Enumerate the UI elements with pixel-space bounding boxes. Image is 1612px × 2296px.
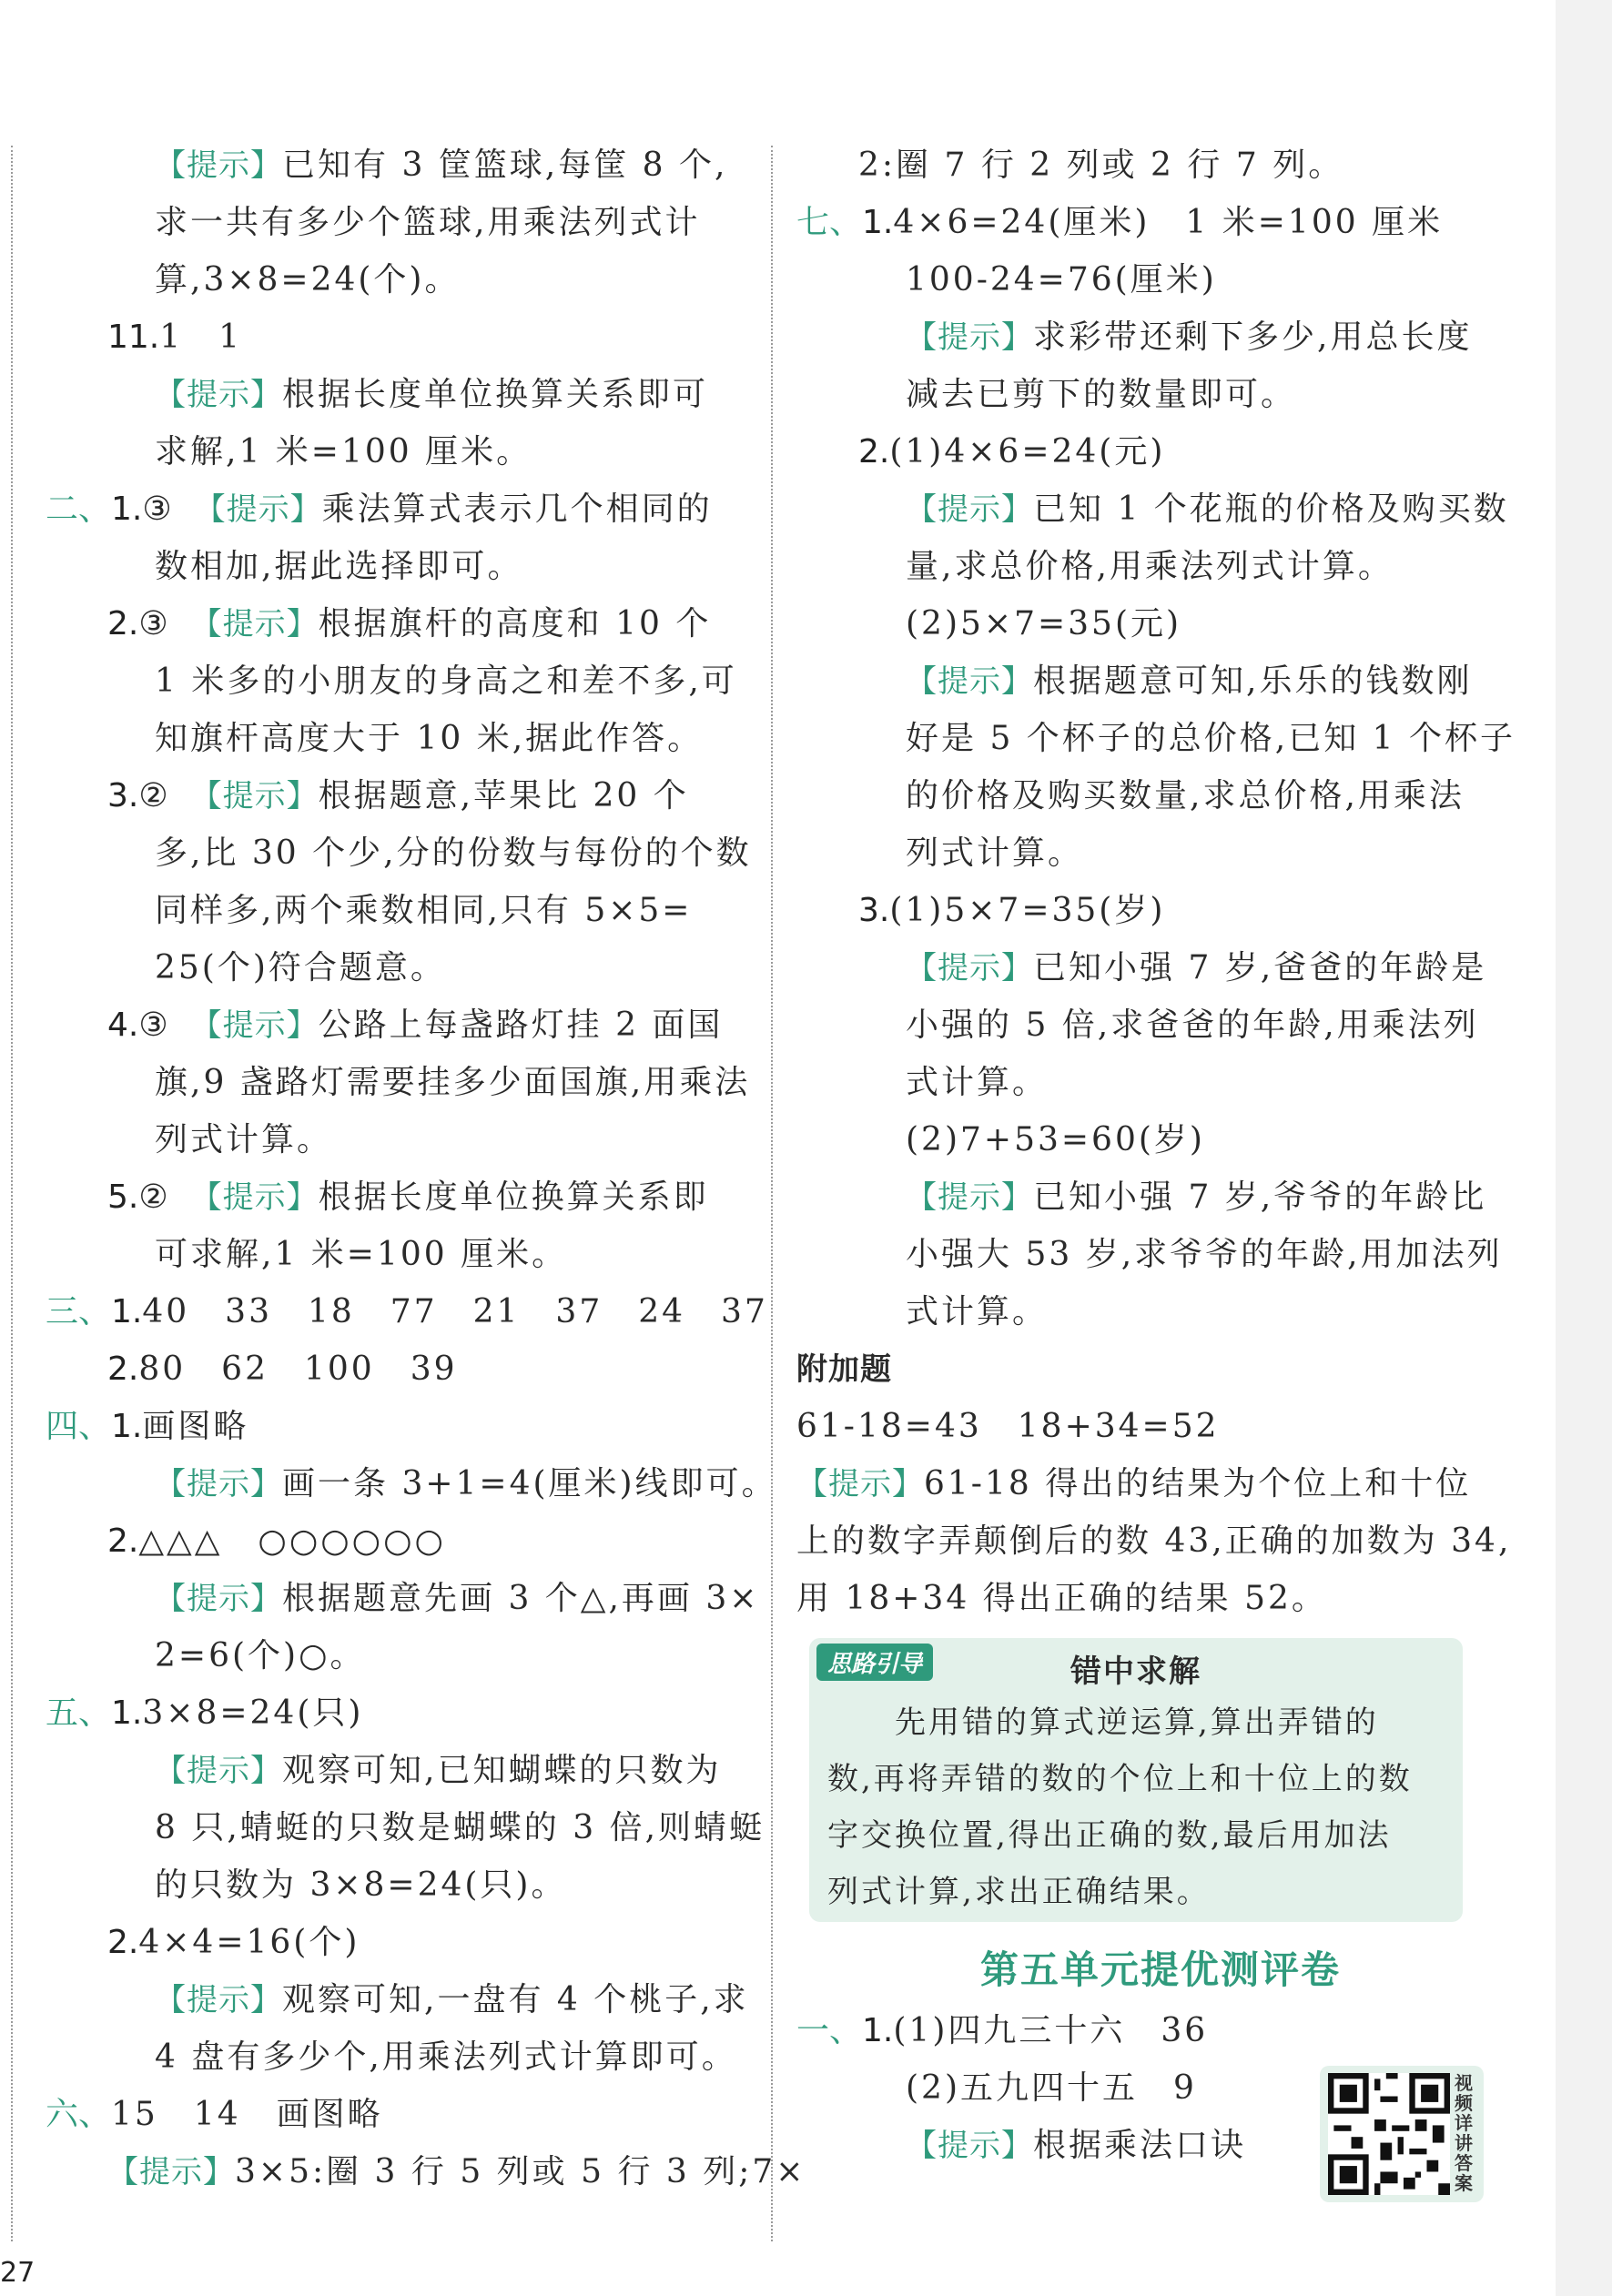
answer-text: 求解,1 米=100 厘米。 [155, 433, 532, 470]
answer-line [46, 1856, 746, 1914]
hint-label: 【提示】 [906, 319, 1033, 356]
answer-text: 根据旗杆的高度和 10 个 [318, 605, 712, 642]
answer-line [46, 1340, 746, 1398]
hint-label: 【提示】 [206, 606, 319, 642]
answer-line [796, 1570, 1525, 1627]
hint-label: 【提示】 [155, 1982, 282, 2018]
answer-text: ③ [138, 605, 207, 642]
answer-text: (1)4×6=24(元) [889, 433, 1166, 470]
answer-text: 算,3×8=24(个)。 [155, 261, 461, 298]
answer-text: 15 14 画图略 [111, 2096, 383, 2133]
guide-text [809, 1694, 1463, 1920]
answer-text: 数相加,据此选择即可。 [155, 548, 523, 585]
unit-title: 第五单元提优测评卷 [979, 1947, 1341, 1992]
answer-line [46, 1914, 746, 1971]
answer-line [796, 1111, 1525, 1168]
section-number: 一、 [796, 2012, 863, 2049]
answer-text: 观察可知,已知蝴蝶的只数为 [282, 1752, 722, 1789]
answer-line [46, 1799, 765, 1856]
answer-text: 式计算。 [906, 1293, 1049, 1330]
answer-line [46, 996, 746, 1054]
answer-line [46, 1283, 768, 1340]
answer-line [796, 824, 1525, 882]
hint-label: 【提示】 [906, 663, 1033, 700]
qr-code-icon [1327, 2073, 1451, 2195]
answer-line [46, 308, 746, 366]
right-column [796, 137, 1525, 2174]
answer-line [46, 652, 746, 710]
section-number: 二、 [46, 491, 112, 528]
answer-line [796, 538, 1525, 595]
hint-label: 【提示】 [206, 1179, 319, 1216]
answer-text: 公路上每盏路灯挂 2 面国 [318, 1006, 724, 1044]
answer-line [46, 2086, 746, 2143]
qr-label: 视频详讲答案 [1455, 2072, 1473, 2194]
right-answer-lines [796, 137, 1525, 1627]
answer-text: 用 18+34 得出正确的结果 52。 [796, 1580, 1327, 1617]
left-column [46, 137, 806, 2200]
hint-label: 【提示】 [155, 1753, 282, 1789]
section-number: 五、 [46, 1694, 112, 1732]
answer-text: 观察可知,一盘有 4 个桃子,求 [282, 1981, 749, 2018]
answer-line [46, 480, 746, 538]
answer-line [46, 1455, 777, 1512]
answer-text: 4 盘有多少个,用乘法列式计算即可。 [155, 2038, 737, 2076]
answer-text: 画图略 [142, 1408, 249, 1445]
answer-text: (2)7+53=60(岁) [906, 1121, 1205, 1158]
guide-text-line: 先用错的算式逆运算,算出弄错的 [827, 1704, 1379, 1741]
answer-text: 列式计算。 [155, 1121, 333, 1158]
page-number: 27 [0, 2257, 35, 2289]
answer-text: 80 62 100 39 [138, 1350, 458, 1388]
answer-line [796, 652, 1525, 710]
answer-line [796, 1340, 1525, 1398]
answer-line [796, 480, 1525, 538]
answer-line [796, 882, 1525, 939]
guide-text-line: 列式计算,求出正确结果。 [827, 1874, 1211, 1910]
answer-text: 2:圈 7 行 2 列或 2 行 7 列。 [858, 147, 1344, 184]
answer-text: 小强的 5 倍,求爸爸的年龄,用乘法列 [906, 1006, 1479, 1044]
item-number: 1. [862, 2012, 894, 2049]
item-number: 1. [111, 491, 143, 528]
answer-line [46, 423, 746, 480]
answer-text: 根据题意可知,乐乐的钱数刚 [1033, 663, 1473, 700]
section-number: 六、 [46, 2096, 112, 2133]
answer-text: ③ [138, 1006, 207, 1044]
answer-text: 4×4=16(个) [138, 1924, 360, 1961]
answer-text: 3×5:圈 3 行 5 列或 5 行 3 列;7× [235, 2153, 806, 2190]
hint-label: 【提示】 [906, 2128, 1033, 2164]
item-number: 2. [107, 1522, 139, 1560]
answer-text: 1 米多的小朋友的身高之和差不多,可 [155, 663, 737, 700]
answer-line [46, 137, 746, 194]
item-number: 5. [107, 1178, 139, 1216]
answer-text: 根据乘法口诀 [1033, 2127, 1247, 2164]
hint-label: 【提示】 [107, 2154, 235, 2190]
hint-label: 【提示】 [155, 377, 282, 413]
answer-line [46, 538, 746, 595]
answer-line [46, 1627, 746, 1684]
answer-text: ② [138, 1178, 207, 1216]
answer-line [46, 824, 752, 882]
answer-text: 列式计算。 [906, 834, 1084, 872]
answer-text: 根据题意,苹果比 20 个 [318, 777, 689, 814]
answer-text: 知旗杆高度大于 10 米,据此作答。 [155, 720, 704, 757]
hint-label: 【提示】 [796, 1466, 924, 1502]
hint-label: 【提示】 [206, 1007, 319, 1044]
answer-text: 已知小强 7 岁,爷爷的年龄比 [1033, 1178, 1487, 1216]
answer-text: 乘法算式表示几个相同的 [321, 491, 713, 528]
item-number: 1. [862, 204, 894, 241]
answer-text: 已知 1 个花瓶的价格及购买数 [1033, 491, 1509, 528]
answer-text: 多,比 30 个少,分的份数与每份的个数 [155, 834, 752, 872]
answer-line [796, 137, 1525, 194]
answer-line [46, 939, 746, 996]
answer-text: 61-18 得出的结果为个位上和十位 [924, 1465, 1472, 1502]
guide-badge: 思路引导 [816, 1644, 933, 1681]
answer-text: 2=6(个)○。 [155, 1637, 366, 1674]
answer-line [796, 710, 1525, 767]
answer-text: △△△ ○○○○○○ [138, 1522, 446, 1560]
answer-text: 25(个)符合题意。 [155, 949, 446, 986]
answer-line [796, 1455, 1525, 1512]
answer-line [796, 595, 1525, 652]
answer-line [46, 2028, 746, 2086]
answer-text: 3×8=24(只) [142, 1694, 364, 1732]
answer-text: 画一条 3+1=4(厘米)线即可。 [282, 1465, 777, 1502]
section-number: 七、 [796, 204, 863, 241]
column-separator [771, 146, 773, 2241]
answer-line [46, 251, 746, 308]
item-number: 1. [111, 1408, 143, 1445]
answer-line [46, 1971, 749, 2028]
answer-text: 根据题意先画 3 个△,再画 3× [282, 1580, 760, 1617]
answer-line [796, 1398, 1525, 1455]
answer-line [796, 1283, 1525, 1340]
answer-line [46, 1111, 746, 1168]
answer-text: 已知小强 7 岁,爸爸的年龄是 [1033, 949, 1487, 986]
answer-line [46, 710, 746, 767]
item-number: 1. [111, 1293, 143, 1330]
section-number: 四、 [46, 1408, 112, 1445]
answer-line [46, 1684, 746, 1742]
answer-text: 可求解,1 米=100 厘米。 [155, 1236, 568, 1273]
answer-line [796, 1512, 1525, 1570]
answer-line [46, 366, 746, 423]
answer-text: (2)5×7=35(元) [906, 605, 1182, 642]
answer-text: (1)四九三十六 36 [893, 2012, 1209, 2049]
answer-text: ② [138, 777, 207, 814]
hint-label: 【提示】 [906, 950, 1033, 986]
answer-text: 减去已剪下的数量即可。 [906, 376, 1297, 413]
answer-text: 的价格及购买数量,求总价格,用乘法 [906, 777, 1465, 814]
answer-text: 100-24=76(厘米) [906, 261, 1217, 298]
guide-text-line: 数,再将弄错的数的个位上和十位上的数 [827, 1761, 1413, 1797]
answer-text: 求一共有多少个篮球,用乘法列式计 [155, 204, 701, 241]
answer-line [796, 1054, 1525, 1111]
answer-text: 小强大 53 岁,求爷爷的年龄,用加法列 [906, 1236, 1503, 1273]
answer-line [796, 194, 1525, 251]
guide-text-line: 字交换位置,得出正确的数,最后用加法 [827, 1817, 1392, 1854]
answer-line [46, 767, 746, 824]
answer-text: 上的数字弄颠倒后的数 43,正确的加数为 34, [796, 1522, 1512, 1560]
answer-text: 1 1 [159, 319, 243, 356]
hint-label: 【提示】 [155, 1581, 282, 1617]
answer-text: 8 只,蜻蜓的只数是蝴蝶的 3 倍,则蜻蜓 [155, 1809, 765, 1846]
answer-text: 量,求总价格,用乘法列式计算。 [906, 548, 1394, 585]
answer-line [796, 423, 1525, 480]
item-number: 3. [107, 777, 139, 814]
hint-label: 【提示】 [906, 1179, 1033, 1216]
item-number: 2. [107, 605, 139, 642]
hint-label: 【提示】 [155, 1466, 282, 1502]
hint-label: 【提示】 [155, 147, 282, 184]
thinking-guide-box [809, 1638, 1463, 1922]
answer-text: 61-18=43 18+34=52 [796, 1408, 1220, 1445]
bonus-heading: 附加题 [796, 1351, 892, 1388]
answer-line [46, 1742, 746, 1799]
answer-text: 的只数为 3×8=24(只)。 [155, 1866, 567, 1904]
answer-text: 根据长度单位换算关系即 [318, 1178, 709, 1216]
answer-line [46, 2143, 806, 2200]
answer-text: 40 33 18 77 21 37 24 37 [142, 1293, 768, 1330]
answer-text: (1)5×7=35(岁) [889, 892, 1166, 929]
qr-code-panel[interactable] [1320, 2066, 1484, 2202]
answer-line [796, 996, 1525, 1054]
page-edge-shadow [1556, 0, 1612, 2296]
answer-line [46, 882, 746, 939]
answer-line [796, 366, 1525, 423]
section-number: 三、 [46, 1293, 112, 1330]
item-number: 11. [107, 319, 160, 356]
item-number: 2. [858, 433, 890, 470]
answer-text: 根据长度单位换算关系即可 [282, 376, 709, 413]
answer-text: 已知有 3 筐篮球,每筐 8 个, [282, 147, 728, 184]
item-number: 2. [107, 1924, 139, 1961]
answer-line [46, 595, 746, 652]
guide-title: 错中求解 [1070, 1654, 1201, 1690]
item-number: 1. [111, 1694, 143, 1732]
answer-line [46, 1570, 760, 1627]
hint-label: 【提示】 [206, 778, 319, 814]
answer-text: 式计算。 [906, 1064, 1049, 1101]
item-number: 4. [107, 1006, 139, 1044]
answer-line [46, 1054, 751, 1111]
answer-line [796, 1168, 1525, 1226]
answer-line [46, 1168, 746, 1226]
hint-label: 【提示】 [906, 491, 1033, 528]
answer-text: 同样多,两个乘数相同,只有 5×5= [155, 892, 693, 929]
answer-line [796, 308, 1525, 366]
answer-line [46, 1512, 746, 1570]
answer-text: 求彩带还剩下多少,用总长度 [1033, 319, 1473, 356]
answer-line [46, 1226, 746, 1283]
answer-line [796, 767, 1525, 824]
item-number: 2. [107, 1350, 139, 1388]
answer-text: ③ [142, 491, 210, 528]
answer-line [796, 251, 1525, 308]
answer-line [796, 1226, 1525, 1283]
hint-label: 【提示】 [209, 491, 322, 528]
item-number: 3. [858, 892, 890, 929]
left-margin-rule [11, 146, 13, 2241]
answer-text: 旗,9 盏路灯需要挂多少面国旗,用乘法 [155, 1064, 751, 1101]
answer-line [46, 1398, 746, 1455]
answer-line [796, 939, 1525, 996]
answer-text: (2)五九四十五 9 [906, 2069, 1197, 2107]
answer-text: 4×6=24(厘米) 1 米=100 厘米 [893, 204, 1444, 241]
answer-text: 好是 5 个杯子的总价格,已知 1 个杯子 [906, 720, 1516, 757]
answer-line [796, 2002, 1525, 2059]
answer-line [46, 194, 746, 251]
